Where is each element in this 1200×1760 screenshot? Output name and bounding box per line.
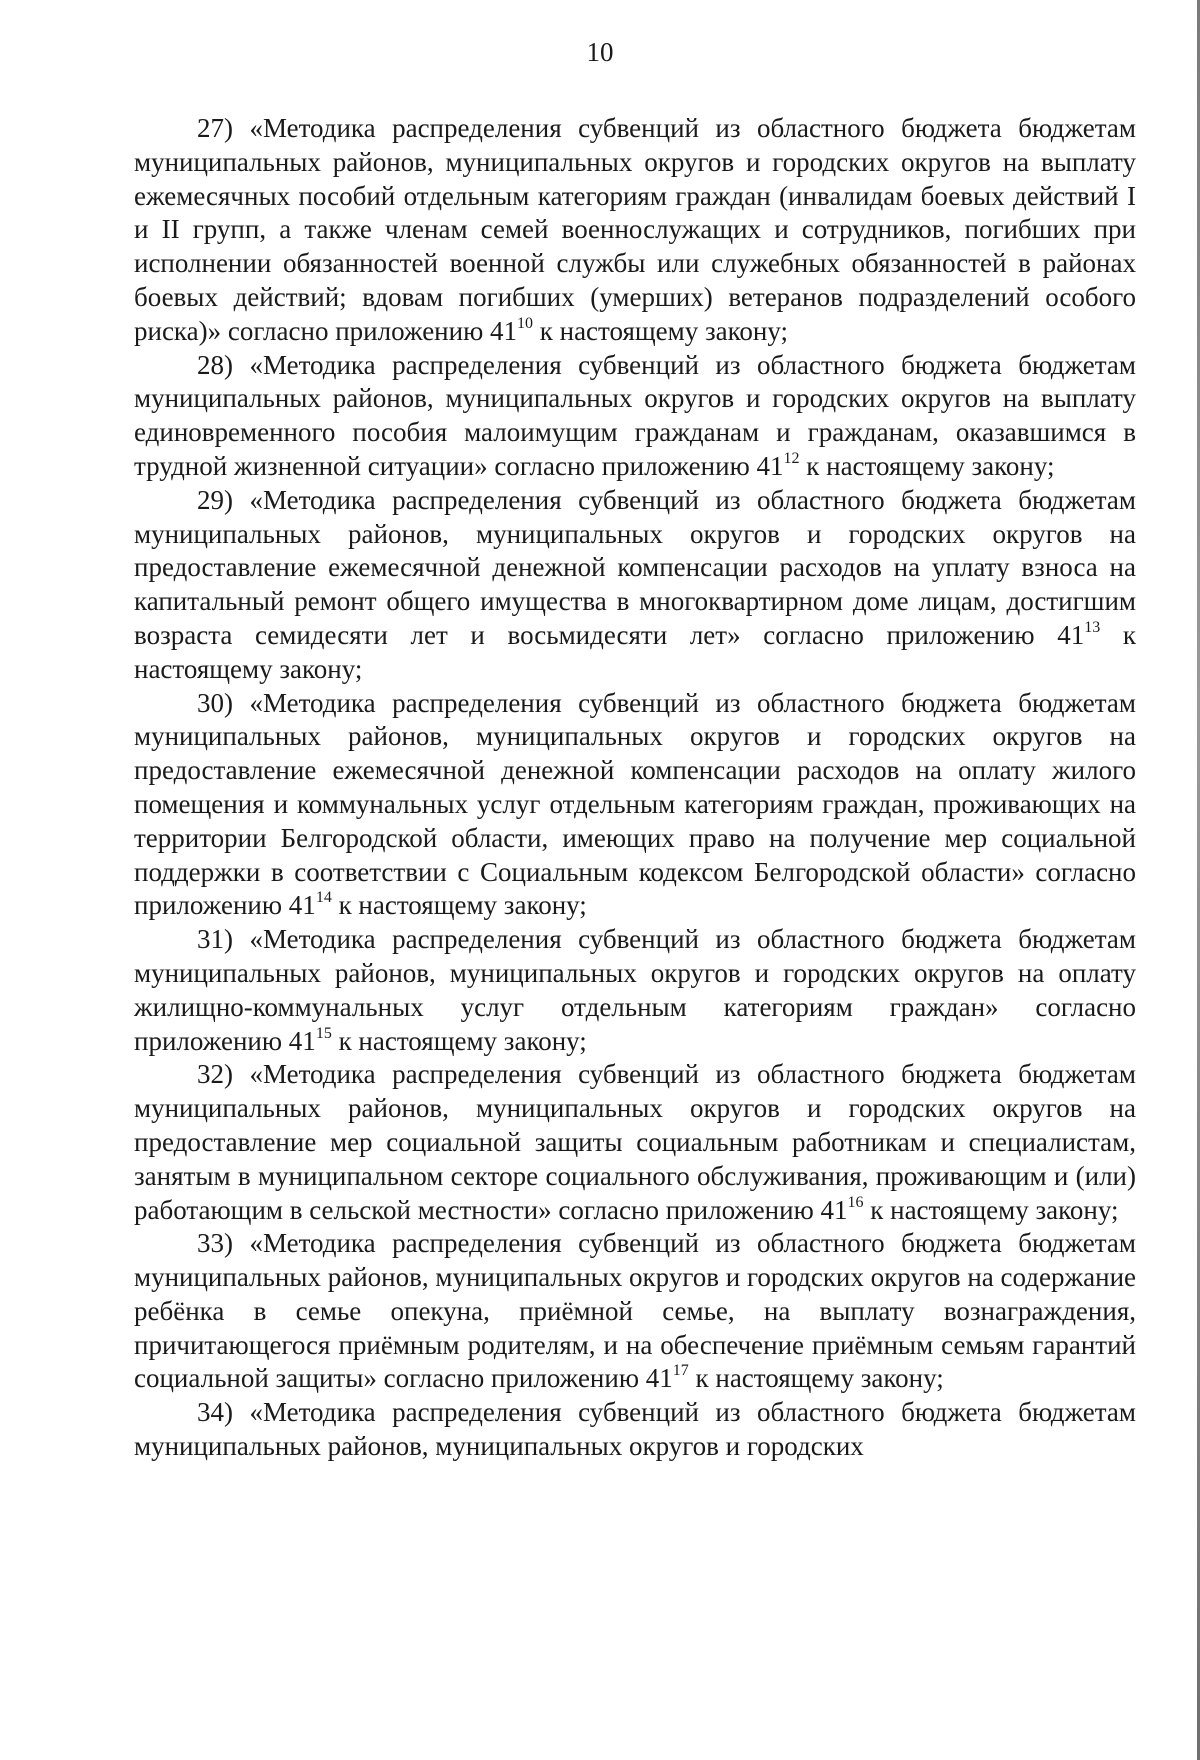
list-item-28 xyxy=(134,349,1136,484)
list-item-33 xyxy=(134,1227,1136,1396)
item-tail: к настоящему закону; xyxy=(533,315,788,346)
item-tail: к настоящему закону; xyxy=(863,1194,1119,1225)
appendix-superscript: 17 xyxy=(672,1362,689,1380)
appendix-superscript: 14 xyxy=(315,889,332,907)
list-item-34 xyxy=(134,1396,1136,1464)
appendix-superscript: 12 xyxy=(783,449,800,467)
appendix-superscript: 16 xyxy=(847,1193,864,1211)
item-tail: к настоящему закону; xyxy=(134,619,1136,684)
page-number: 10 xyxy=(586,37,614,67)
item-text: 28) «Методика распределения субвенций из областного бюджета бюджетам муниципальных районов, муниципальных округов и городских округов на выплату единовременного пособия малоимущим гражданам и гражданам, оказавшимся в трудной жизненной ситуации» согласно приложению 41 xyxy=(134,349,1136,481)
list-item-32 xyxy=(134,1058,1136,1227)
item-tail: к настоящему закону; xyxy=(688,1363,944,1394)
appendix-superscript: 13 xyxy=(1084,618,1101,636)
item-text: 32) «Методика распределения субвенций из областного бюджета бюджетам муниципальных районов, муниципальных округов и городских округов на предоставление мер социальной защиты социальным работникам и специалистам, занятым в муниципальном секторе социального обслуживания, проживающим и (или) работающим в сельской местности» согласно приложению 41 xyxy=(134,1059,1136,1225)
item-tail: к настоящему закону; xyxy=(799,450,1055,481)
item-text: 29) «Методика распределения субвенций из областного бюджета бюджетам муниципальных районов, муниципальных округов и городских округов на предоставление ежемесячной денежной компенсации расходов на уплату взноса на капитальный ремонт общего имущества в многоквартирном доме лицам, достигшим возраста семидесяти лет и восьмидесяти лет» согласно приложению 41 xyxy=(134,484,1136,650)
item-text: 34) «Методика распределения субвенций из областного бюджета бюджетам муниципальных районов, муниципальных округов и городских xyxy=(134,1397,1136,1462)
appendix-superscript: 10 xyxy=(517,314,533,332)
item-text: 27) «Методика распределения субвенций из областного бюджета бюджетам муниципальных районов, муниципальных округов и городских округов на выплату ежемесячных пособий отдельным категориям граждан (инвалидам боевых действий I и II групп, а также членам семей военнослужащих и сотрудников, погибших при исполнении обязанностей военной службы или служебных обязанностей в районах боевых действий; вдовам погибших (умерших) ветеранов подразделений особого риска)» согласно приложению 41 xyxy=(134,113,1136,346)
item-tail: к настоящему закону; xyxy=(331,1025,587,1056)
list-item-30 xyxy=(134,687,1136,924)
document-body xyxy=(134,112,1136,1464)
list-item-29 xyxy=(134,484,1136,687)
list-item-27 xyxy=(134,112,1136,349)
item-text: 33) «Методика распределения субвенций из областного бюджета бюджетам муниципальных районов, муниципальных округов и городских округов на содержание ребёнка в семье опекуна, приёмной семье, на выплату вознаграждения, причитающегося приёмным родителям, и на обеспечение приёмным семьям гарантий социальной защиты» согласно приложению 41 xyxy=(134,1228,1136,1394)
list-item-31 xyxy=(134,923,1136,1058)
appendix-superscript: 15 xyxy=(315,1024,332,1042)
item-text: 31) «Методика распределения субвенций из областного бюджета бюджетам муниципальных районов, муниципальных округов и городских округов на оплату жилищно-коммунальных услуг отдельным категориям граждан» согласно приложению 41 xyxy=(134,924,1136,1056)
item-text: 30) «Методика распределения субвенций из областного бюджета бюджетам муниципальных районов, муниципальных округов и городских округов на предоставление ежемесячной денежной компенсации расходов на оплату жилого помещения и коммунальных услуг отдельным категориям граждан, проживающих на территории Белгородской области, имеющих право на получение мер социальной поддержки в соответствии с Социальным кодексом Белгородской области» согласно приложению 41 xyxy=(134,687,1136,921)
item-tail: к настоящему закону; xyxy=(331,890,587,921)
